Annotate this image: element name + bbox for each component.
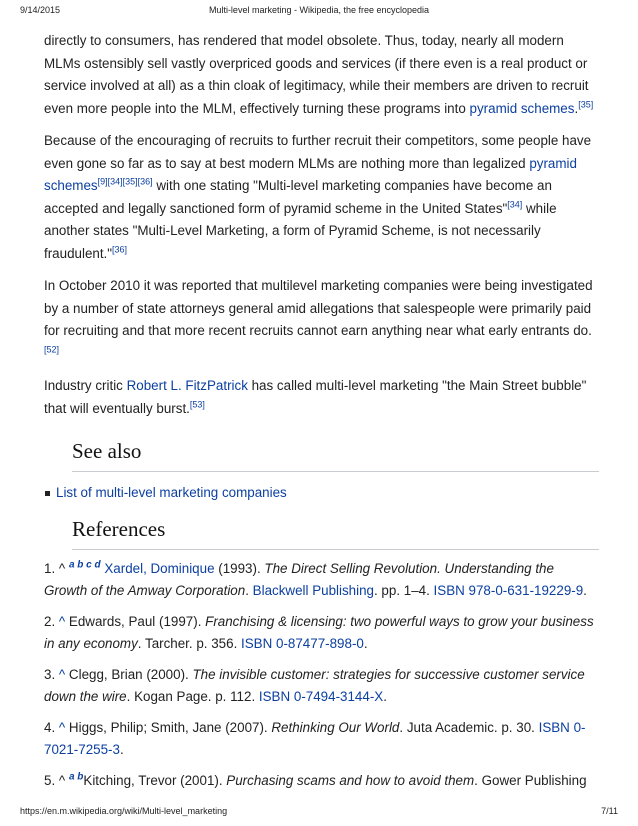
- reference-1: [44, 558, 599, 603]
- paragraph-2: [44, 130, 599, 265]
- ref-details: . pp. 1–4.: [373, 583, 434, 598]
- reference-2: [44, 611, 599, 656]
- article-content: [44, 30, 599, 800]
- paragraph-text: Because of the encouraging of recruits to further recruit their competitors, some people have even gone so far as to say at best modern MLMs are nothing more than legalized: [44, 133, 592, 171]
- ref-number: 2.: [44, 613, 56, 629]
- paragraph-text: directly to consumers, has rendered that model obsolete. Thus, today, nearly all modern MLMs ostensibly sell vastly overpriced goods and services (if there even is a real product or service involved at all) as a thin cloak of legitimacy, while their members are driven to recruit even more people into the MLM, effectively turning these programs into: [44, 33, 589, 116]
- caret-icon[interactable]: ^: [58, 613, 66, 629]
- citation-34[interactable]: [34]: [107, 176, 123, 187]
- bullet-icon: [45, 491, 50, 496]
- ref-title: The Direct Selling Revolution. Understanding the Growth of the Amway Corporation: [44, 560, 554, 598]
- pdf-footer: [20, 806, 618, 820]
- punctuation: .: [119, 742, 124, 757]
- page-number: 7/11: [601, 806, 618, 816]
- citation-53[interactable]: [53]: [189, 399, 205, 410]
- mlm-companies-link[interactable]: List of multi-level marketing companies: [56, 484, 287, 500]
- references-heading[interactable]: References: [72, 517, 166, 541]
- ref-details: . Juta Academic. p. 30.: [399, 719, 539, 735]
- citation-35[interactable]: [35]: [122, 176, 138, 187]
- caret-icon[interactable]: ^: [58, 666, 66, 682]
- punctuation: .: [583, 583, 587, 598]
- ref-title: Franchising & licensing: two powerful ways to grow your business in any economy: [44, 613, 594, 651]
- citation-9[interactable]: [9]: [97, 176, 108, 187]
- citation-36[interactable]: [36]: [137, 176, 153, 187]
- ref-title: Purchasing scams and how to avoid them: [226, 772, 475, 788]
- ref-author: Kitching, Trevor (2001).: [83, 772, 227, 788]
- see-also-heading[interactable]: See also: [72, 439, 142, 463]
- author-link[interactable]: Xardel, Dominique: [104, 560, 215, 576]
- print-title: Multi-level marketing - Wikipedia, the free encyclopedia: [208, 5, 430, 15]
- paragraph-text: has called multi-level marketing "the Main Street bubble" that will eventually burst.: [44, 378, 587, 416]
- print-url: https://en.m.wikipedia.org/wiki/Multi-level_marketing: [20, 806, 228, 816]
- isbn-link[interactable]: ISBN 0-7494-3144-X: [258, 689, 384, 704]
- ref-number: 1.: [44, 560, 56, 576]
- punctuation: .: [363, 636, 368, 651]
- ref-number: 4.: [44, 719, 56, 735]
- paragraph-4: [44, 375, 599, 420]
- caret-icon: ^: [58, 772, 66, 788]
- publisher-link[interactable]: Blackwell Publishing: [252, 583, 374, 598]
- ref-backlinks[interactable]: a b c d: [68, 559, 101, 571]
- ref-number: 5.: [44, 772, 56, 788]
- print-date: 9/14/2015: [20, 5, 61, 15]
- punctuation: .: [383, 689, 387, 704]
- citation-52[interactable]: [52]: [44, 344, 60, 355]
- reference-5: [44, 770, 599, 793]
- see-also-section: [44, 440, 599, 504]
- ref-title: The invisible customer: strategies for successive customer service down the wire: [44, 666, 585, 704]
- paragraph-text: In October 2010 it was reported that multilevel marketing companies were being investigated by a number of state attorneys general amid allegations that salespeople were primarily paid for recruiting and that more recent recruits cannot earn anything near what early entrants do.: [44, 278, 593, 338]
- list-item: [44, 482, 599, 505]
- ref-year: (1993).: [214, 560, 265, 576]
- reference-4: [44, 717, 599, 762]
- pyramid-schemes-link-2[interactable]: pyramid schemes: [44, 155, 577, 193]
- ref-title: Rethinking Our World: [271, 719, 400, 735]
- fitzpatrick-link[interactable]: Robert L. FitzPatrick: [126, 378, 248, 393]
- paragraph-text: while another states "Multi-Level Marketing, a form of Pyramid Scheme, is not necessarily fraudulent.": [44, 200, 557, 261]
- ref-details: . Gower Publishing: [474, 772, 587, 788]
- ref-author: Edwards, Paul (1997).: [65, 613, 206, 629]
- see-also-list: [44, 482, 599, 505]
- paragraph-1: [44, 30, 599, 120]
- ref-number: 3.: [44, 666, 56, 682]
- citation-34[interactable]: [34]: [507, 199, 523, 210]
- ref-backlinks[interactable]: a b: [68, 771, 84, 783]
- ref-author: Higgs, Philip; Smith, Jane (2007).: [65, 719, 272, 735]
- paragraph-text: with one stating "Multi-level marketing companies have become an accepted and legally sanctioned form of pyramid scheme in the United States": [44, 178, 552, 216]
- paragraph-3: [44, 275, 599, 365]
- section-divider: [72, 549, 599, 550]
- references-section: [44, 518, 599, 792]
- ref-details: . Kogan Page. p. 112.: [126, 689, 259, 704]
- pyramid-schemes-link[interactable]: pyramid schemes: [469, 100, 575, 116]
- section-divider: [72, 471, 599, 472]
- ref-details: . Tarcher. p. 356.: [137, 636, 242, 651]
- caret-icon: ^: [58, 560, 66, 576]
- caret-icon[interactable]: ^: [58, 719, 66, 735]
- citation-36[interactable]: [36]: [112, 244, 128, 255]
- reference-3: [44, 664, 599, 709]
- pdf-header: [20, 5, 618, 19]
- ref-author: Clegg, Brian (2000).: [65, 666, 193, 682]
- paragraph-text: Industry critic: [44, 378, 127, 393]
- isbn-link[interactable]: ISBN 0-87477-898-0: [241, 636, 364, 651]
- punctuation: .: [574, 100, 579, 116]
- isbn-link[interactable]: ISBN 0-7021-7255-3: [44, 719, 586, 757]
- punctuation: .: [245, 583, 253, 598]
- isbn-link[interactable]: ISBN 978-0-631-19229-9: [433, 583, 584, 598]
- citation-35[interactable]: [35]: [578, 99, 594, 110]
